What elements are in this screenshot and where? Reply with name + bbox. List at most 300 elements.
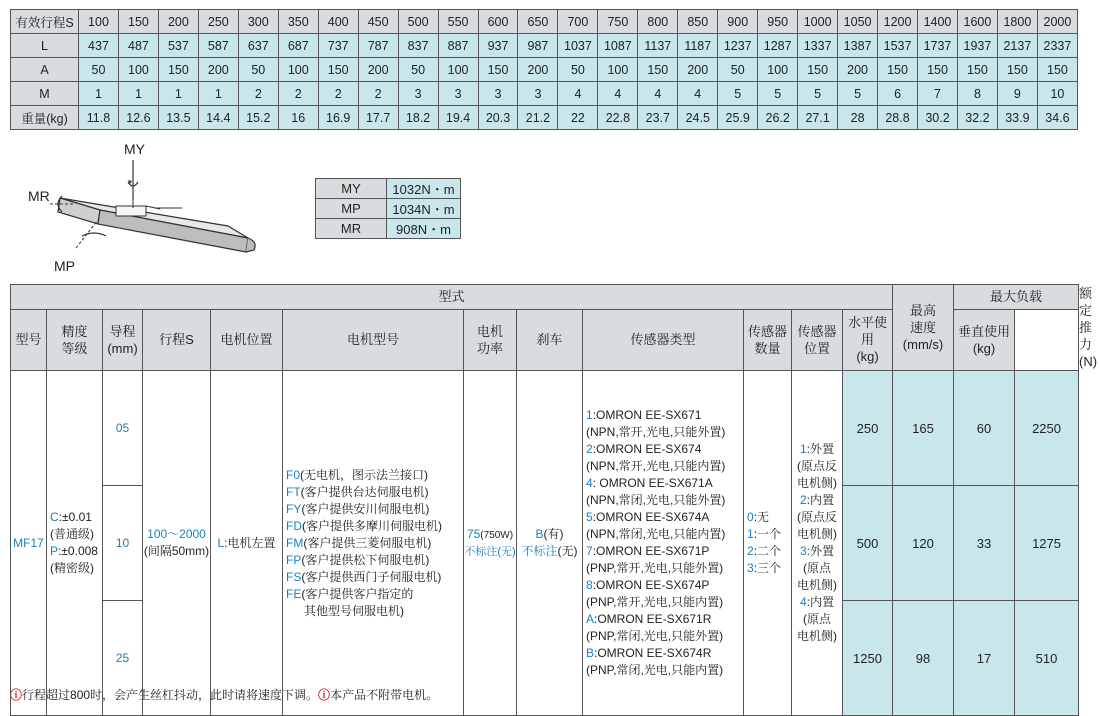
- col-motor-model: 电机型号: [283, 309, 464, 370]
- table-cell: 16: [278, 106, 318, 130]
- sensor-name: :OMRON EE-SX674R: [594, 646, 712, 660]
- power-none: 不标注(无): [464, 545, 516, 558]
- motor-model-code: FM: [286, 535, 304, 550]
- table-cell: 8: [957, 82, 997, 106]
- stroke-data-row: [11, 58, 1078, 82]
- motor-position-cell: [211, 371, 283, 716]
- warning-icon: ⓘ: [318, 688, 331, 702]
- col-lead: [103, 309, 143, 370]
- motor-model-cell: [283, 371, 464, 716]
- footnote-2: 本产品不附带电机。: [330, 688, 439, 702]
- table-cell: 5: [718, 82, 758, 106]
- row-label: M: [11, 82, 79, 106]
- brake-cell: [517, 371, 583, 716]
- table-cell: 30.2: [918, 106, 958, 130]
- table-cell: 25.9: [718, 106, 758, 130]
- sensor-count-item: [747, 560, 791, 577]
- vertical-cell-1: 33: [954, 486, 1015, 601]
- stroke-header-row: [11, 10, 1078, 34]
- sensor-name: :OMRON EE-SX674: [592, 442, 702, 456]
- moment-row: [316, 219, 461, 239]
- sensor-position-cell: [792, 371, 843, 716]
- table-cell: 50: [238, 58, 278, 82]
- table-cell: 987: [518, 34, 558, 58]
- stroke-value: 1800: [997, 10, 1037, 34]
- table-cell: 3: [518, 82, 558, 106]
- thrust-label: 额定推力 (N): [1079, 286, 1098, 369]
- table-cell: 1387: [838, 34, 878, 58]
- stroke-value: 200: [158, 10, 198, 34]
- motor-model-text: (客户提供台达伺服电机): [300, 484, 429, 499]
- motor-power-label: 电机 功率: [476, 323, 503, 356]
- precision-a: [50, 509, 102, 526]
- sensor-count-code: 0: [747, 510, 754, 524]
- motor-model-item: [286, 535, 463, 552]
- power-line: [464, 526, 516, 544]
- sensor-desc: (NPN,常开,光电,只能内置): [586, 459, 726, 473]
- stroke-value: 550: [438, 10, 478, 34]
- sensor-position-code: 4: [799, 595, 807, 609]
- sensor-code: 4: [586, 476, 593, 490]
- group-header: 型式: [11, 285, 893, 310]
- sensor-name: :OMRON EE-SX674P: [592, 578, 710, 592]
- table-cell: 15.2: [238, 106, 278, 130]
- horizontal-label: 水平使用 (kg): [848, 315, 888, 365]
- sensor-code: 5: [586, 510, 593, 524]
- table-cell: 50: [79, 58, 119, 82]
- motor-model-text: (客户提供松下伺服电机): [301, 552, 430, 567]
- sensor-position-item: [792, 594, 842, 611]
- motor-model-text: (客户提供三菱伺服电机): [303, 535, 432, 550]
- sensor-position-code: 3: [799, 544, 807, 558]
- sensor-count-text: :无: [753, 510, 770, 524]
- stroke-header-label: 有效行程S: [11, 10, 79, 34]
- table-cell: 6: [878, 82, 918, 106]
- stroke-value: 750: [598, 10, 638, 34]
- sensor-code: B: [586, 646, 595, 660]
- table-cell: 150: [638, 58, 678, 82]
- table-cell: 4: [638, 82, 678, 106]
- table-cell: 19.4: [438, 106, 478, 130]
- sensor-count-text: :一个: [753, 527, 782, 541]
- stroke-value: 850: [678, 10, 718, 34]
- table-cell: 1137: [638, 34, 678, 58]
- table-cell: 1: [198, 82, 238, 106]
- sensor-desc: (PNP,常开,光电,只能外置): [586, 561, 724, 575]
- table-cell: 1: [158, 82, 198, 106]
- sensor-count-text: :二个: [753, 544, 782, 558]
- motor-power-cell: [464, 371, 517, 716]
- sensor-desc: (NPN,常开,光电,只能外置): [586, 425, 726, 439]
- spec-table: [10, 284, 1098, 716]
- sensor-position-line3: 电机侧): [797, 527, 837, 541]
- sensor-count-item: [747, 526, 791, 543]
- col-brake: 刹车: [517, 309, 583, 370]
- stroke-value: 1000: [798, 10, 838, 34]
- table-cell: 1537: [878, 34, 918, 58]
- table-cell: 2: [238, 82, 278, 106]
- sensor-count-item: [747, 543, 791, 560]
- motor-model-item: [286, 518, 463, 535]
- table-cell: 1337: [798, 34, 838, 58]
- table-cell: 4: [678, 82, 718, 106]
- motor-model-text: (无电机，图示法兰接口): [300, 467, 429, 482]
- col-sensor-type: 传感器类型: [583, 309, 744, 370]
- actuator-illustration: [20, 138, 300, 278]
- motor-model-code: FT: [286, 484, 301, 499]
- moment-value: 1032N・m: [387, 179, 461, 199]
- sensor-type-cell: [583, 371, 744, 716]
- table-cell: 14.4: [198, 106, 238, 130]
- table-cell: 27.1: [798, 106, 838, 130]
- table-cell: 1187: [678, 34, 718, 58]
- sensor-position-code: 1: [799, 442, 807, 456]
- stroke-value: 2000: [1037, 10, 1077, 34]
- table-cell: 24.5: [678, 106, 718, 130]
- stroke-data-row: [11, 82, 1078, 106]
- table-cell: 937: [478, 34, 518, 58]
- sensor-name: : OMRON EE-SX671A: [592, 476, 713, 490]
- sensor-name: :OMRON EE-SX671P: [592, 544, 710, 558]
- model-cell: MF17: [11, 371, 47, 716]
- precision-b-value: :±0.008: [58, 544, 98, 558]
- row-label: 重量(kg): [11, 106, 79, 130]
- stroke-value: 150: [118, 10, 158, 34]
- table-cell: 23.7: [638, 106, 678, 130]
- stroke-cell: [143, 371, 211, 716]
- power-text: (750W): [480, 529, 514, 541]
- sensor-desc: (PNP,常闭,光电,只能内置): [586, 663, 724, 677]
- sensor-count-code: 3: [747, 561, 754, 575]
- col-horizontal: [843, 309, 893, 370]
- table-cell: 13.5: [158, 106, 198, 130]
- table-cell: 20.3: [478, 106, 518, 130]
- sensor-position-line2: (原点: [803, 561, 831, 575]
- sensor-name: :OMRON EE-SX671R: [594, 612, 712, 626]
- power-code: 75: [466, 526, 481, 541]
- col-vertical: [954, 309, 1015, 370]
- sensor-code: 8: [586, 578, 593, 592]
- table-cell: 100: [598, 58, 638, 82]
- motor-model-text: (客户提供多摩川伺服电机): [302, 518, 442, 533]
- row-label: A: [11, 58, 79, 82]
- table-cell: 100: [438, 58, 478, 82]
- stroke-value: 1050: [838, 10, 878, 34]
- table-cell: 100: [758, 58, 798, 82]
- motor-model-item: [286, 467, 463, 484]
- table-cell: 2: [278, 82, 318, 106]
- label-mp: MP: [54, 258, 75, 274]
- table-cell: 150: [318, 58, 358, 82]
- sensor-code: 1: [586, 408, 593, 422]
- stroke-value: 1600: [957, 10, 997, 34]
- stroke-value: 500: [398, 10, 438, 34]
- table-cell: 1087: [598, 34, 638, 58]
- table-cell: 9: [997, 82, 1037, 106]
- table-cell: 33.9: [997, 106, 1037, 130]
- table-cell: 200: [518, 58, 558, 82]
- table-cell: 1937: [957, 34, 997, 58]
- motor-model-item: [286, 484, 463, 501]
- table-cell: 1287: [758, 34, 798, 58]
- col-stroke: 行程S: [143, 309, 211, 370]
- sensor-name: :OMRON EE-SX671: [592, 408, 702, 422]
- table-cell: 3: [478, 82, 518, 106]
- brake-none-text: (无): [557, 544, 578, 558]
- sensor-item: [586, 543, 743, 560]
- sensor-item: [586, 407, 743, 424]
- table-cell: 100: [118, 58, 158, 82]
- table-cell: 1: [79, 82, 119, 106]
- lead-label: 导程 (mm): [107, 323, 138, 356]
- table-cell: 100: [278, 58, 318, 82]
- speed-cell-1: 500: [843, 486, 893, 601]
- precision-a-code: C: [50, 510, 59, 524]
- table-cell: 50: [558, 58, 598, 82]
- motor-model-text: (客户提供安川伺服电机): [301, 501, 430, 516]
- sensor-item: [586, 475, 743, 492]
- motor-model-code: F0: [286, 467, 301, 482]
- motor-model-extra: 其他型号伺服电机): [304, 603, 404, 618]
- table-cell: 17.7: [358, 106, 398, 130]
- sensor-item: [586, 509, 743, 526]
- sensor-count-label: 传感器 数量: [747, 323, 787, 356]
- stroke-value: 400: [318, 10, 358, 34]
- table-cell: 16.9: [318, 106, 358, 130]
- stroke-value: 350: [278, 10, 318, 34]
- col-precision: [47, 309, 103, 370]
- horizontal-cell-0: 165: [893, 371, 954, 486]
- speed-cell-2: 1250: [843, 601, 893, 716]
- stroke-value: 900: [718, 10, 758, 34]
- sensor-position-line1: :外置: [806, 544, 835, 558]
- col-motor-position: 电机位置: [211, 309, 283, 370]
- stroke-interval: (间隔50mm): [143, 544, 210, 558]
- table-cell: 5: [798, 82, 838, 106]
- sensor-position-line3: 电机侧): [797, 629, 837, 643]
- sensor-position-line1: :内置: [806, 595, 835, 609]
- motor-model-text: (客户提供客户指定的: [301, 586, 414, 601]
- table-cell: 22.8: [598, 106, 638, 130]
- vertical-cell-2: 17: [954, 601, 1015, 716]
- stroke-value: 600: [478, 10, 518, 34]
- table-cell: 2: [358, 82, 398, 106]
- sensor-item: [586, 441, 743, 458]
- sensor-desc: (PNP,常开,光电,只能内置): [586, 595, 724, 609]
- stroke-value: 300: [238, 10, 278, 34]
- table-cell: 4: [558, 82, 598, 106]
- table-cell: 587: [198, 34, 238, 58]
- table-cell: 28.8: [878, 106, 918, 130]
- table-cell: 2137: [997, 34, 1037, 58]
- table-cell: 1237: [718, 34, 758, 58]
- stroke-value: 1200: [878, 10, 918, 34]
- motor-model-code: FE: [286, 586, 302, 601]
- lead-cell-2: 25: [103, 601, 143, 716]
- motor-model-code: FP: [286, 552, 302, 567]
- motor-model-text: (客户提供西门子伺服电机): [301, 569, 442, 584]
- table-cell: 1737: [918, 34, 958, 58]
- stroke-value: 800: [638, 10, 678, 34]
- lead-cell-1: 10: [103, 486, 143, 601]
- table-cell: 11.8: [79, 106, 119, 130]
- stroke-value: 250: [198, 10, 238, 34]
- table-cell: 18.2: [398, 106, 438, 130]
- sensor-position-line1: :外置: [806, 442, 835, 456]
- col-sensor-position: [792, 309, 843, 370]
- sensor-position-label: 传感器 位置: [797, 323, 837, 356]
- table-cell: 150: [798, 58, 838, 82]
- table-cell: 2: [318, 82, 358, 106]
- stroke-value: 450: [358, 10, 398, 34]
- table-cell: 1: [118, 82, 158, 106]
- label-mr: MR: [28, 188, 50, 204]
- sensor-item: [586, 611, 743, 628]
- vertical-label: 垂直使用 (kg): [958, 323, 1011, 356]
- precision-cell: [47, 371, 103, 716]
- sensor-name: :OMRON EE-SX674A: [592, 510, 710, 524]
- sensor-item: [586, 645, 743, 662]
- moment-diagram: [20, 138, 300, 278]
- sensor-code: 7: [586, 544, 593, 558]
- sensor-position-line2: (原点: [803, 612, 831, 626]
- motor-model-item: [286, 552, 463, 569]
- brake-code: B: [535, 527, 544, 541]
- sensor-item: [586, 577, 743, 594]
- sensor-position-line2: (原点反: [797, 459, 837, 473]
- table-cell: 437: [79, 34, 119, 58]
- thrust-cell-0: 2250: [1015, 371, 1079, 486]
- brake-text: (有): [543, 527, 564, 541]
- sensor-position-line1: :内置: [806, 493, 835, 507]
- table-cell: 1037: [558, 34, 598, 58]
- table-cell: 537: [158, 34, 198, 58]
- table-cell: 5: [758, 82, 798, 106]
- vertical-cell-0: 60: [954, 371, 1015, 486]
- col-max-load: 最大负载: [954, 285, 1079, 310]
- motor-model-item: [286, 586, 463, 603]
- sensor-count-code: 2: [747, 544, 754, 558]
- col-motor-power: [464, 309, 517, 370]
- footnote-1: 行程超过800时，会产生丝杠抖动，此时请将速度下调。: [22, 688, 319, 702]
- sensor-position-item: [792, 441, 842, 458]
- moment-key: MP: [316, 199, 387, 219]
- table-cell: 26.2: [758, 106, 798, 130]
- sensor-position-item: [792, 543, 842, 560]
- table-cell: 10: [1037, 82, 1077, 106]
- max-speed-label: 最高 速度 (mm/s): [902, 303, 944, 352]
- sensor-position-line3: 电机侧): [797, 476, 837, 490]
- precision-a-value: :±0.01: [58, 510, 92, 524]
- table-cell: 787: [358, 34, 398, 58]
- row-label: L: [11, 34, 79, 58]
- table-cell: 28: [838, 106, 878, 130]
- brake-none-code: 不标注: [521, 544, 558, 558]
- motor-model-item: [286, 569, 463, 586]
- sensor-count-cell: [744, 371, 792, 716]
- precision-a-name: (普通级): [50, 527, 94, 541]
- stroke-range: 100～2000: [147, 527, 206, 541]
- moment-row: [316, 179, 461, 199]
- motor-model-code: FY: [286, 501, 302, 516]
- sensor-code: A: [586, 612, 595, 626]
- motor-position-code: L: [217, 535, 225, 550]
- table-cell: 34.6: [1037, 106, 1077, 130]
- motor-model-code: FD: [286, 518, 302, 533]
- table-cell: 200: [198, 58, 238, 82]
- sensor-desc: (NPN,常闭,光电,只能内置): [586, 527, 726, 541]
- table-cell: 12.6: [118, 106, 158, 130]
- table-cell: 837: [398, 34, 438, 58]
- speed-cell-0: 250: [843, 371, 893, 486]
- col-model: 型号: [11, 309, 47, 370]
- precision-label: 精度 等级: [61, 323, 88, 356]
- brake-line: [517, 526, 582, 543]
- sensor-count-text: :三个: [753, 561, 782, 575]
- moment-table: [315, 178, 461, 239]
- table-cell: 3: [438, 82, 478, 106]
- table-cell: 21.2: [518, 106, 558, 130]
- table-cell: 200: [678, 58, 718, 82]
- sensor-count-item: [747, 509, 791, 526]
- moment-row: [316, 199, 461, 219]
- table-cell: 3: [398, 82, 438, 106]
- sensor-count-code: 1: [747, 527, 754, 541]
- table-cell: 487: [118, 34, 158, 58]
- label-my: MY: [124, 141, 145, 157]
- table-cell: 150: [878, 58, 918, 82]
- stroke-value: 950: [758, 10, 798, 34]
- sensor-desc: (PNP,常闭,光电,只能外置): [586, 629, 724, 643]
- moment-key: MY: [316, 179, 387, 199]
- footnote: [10, 686, 438, 703]
- horizontal-cell-2: 98: [893, 601, 954, 716]
- table-cell: 150: [997, 58, 1037, 82]
- thrust-cell-2: 510: [1015, 601, 1079, 716]
- col-sensor-count: [744, 309, 792, 370]
- col-max-speed: [893, 285, 954, 371]
- table-cell: 687: [278, 34, 318, 58]
- horizontal-cell-1: 120: [893, 486, 954, 601]
- table-cell: 5: [838, 82, 878, 106]
- sensor-position-line3: 电机侧): [797, 578, 837, 592]
- table-cell: 7: [918, 82, 958, 106]
- sensor-position-code: 2: [799, 493, 807, 507]
- motor-model-code: FS: [286, 569, 302, 584]
- precision-b: [50, 543, 102, 560]
- table-cell: 50: [718, 58, 758, 82]
- stroke-table: [10, 9, 1078, 130]
- table-cell: 4: [598, 82, 638, 106]
- stroke-data-row: [11, 34, 1078, 58]
- moment-key: MR: [316, 219, 387, 239]
- moment-value: 908N・m: [387, 219, 461, 239]
- motor-model-item: [286, 501, 463, 518]
- table-cell: 150: [158, 58, 198, 82]
- brake-none-line: [517, 543, 582, 560]
- table-cell: 150: [918, 58, 958, 82]
- precision-b-code: P: [50, 544, 59, 558]
- motor-position-text: :电机左置: [224, 535, 276, 550]
- thrust-cell-1: 1275: [1015, 486, 1079, 601]
- table-cell: 150: [957, 58, 997, 82]
- warning-icon: ⓘ: [10, 688, 23, 702]
- table-cell: 637: [238, 34, 278, 58]
- stroke-value: 700: [558, 10, 598, 34]
- table-cell: 737: [318, 34, 358, 58]
- table-cell: 150: [478, 58, 518, 82]
- stroke-data-row: [11, 106, 1078, 130]
